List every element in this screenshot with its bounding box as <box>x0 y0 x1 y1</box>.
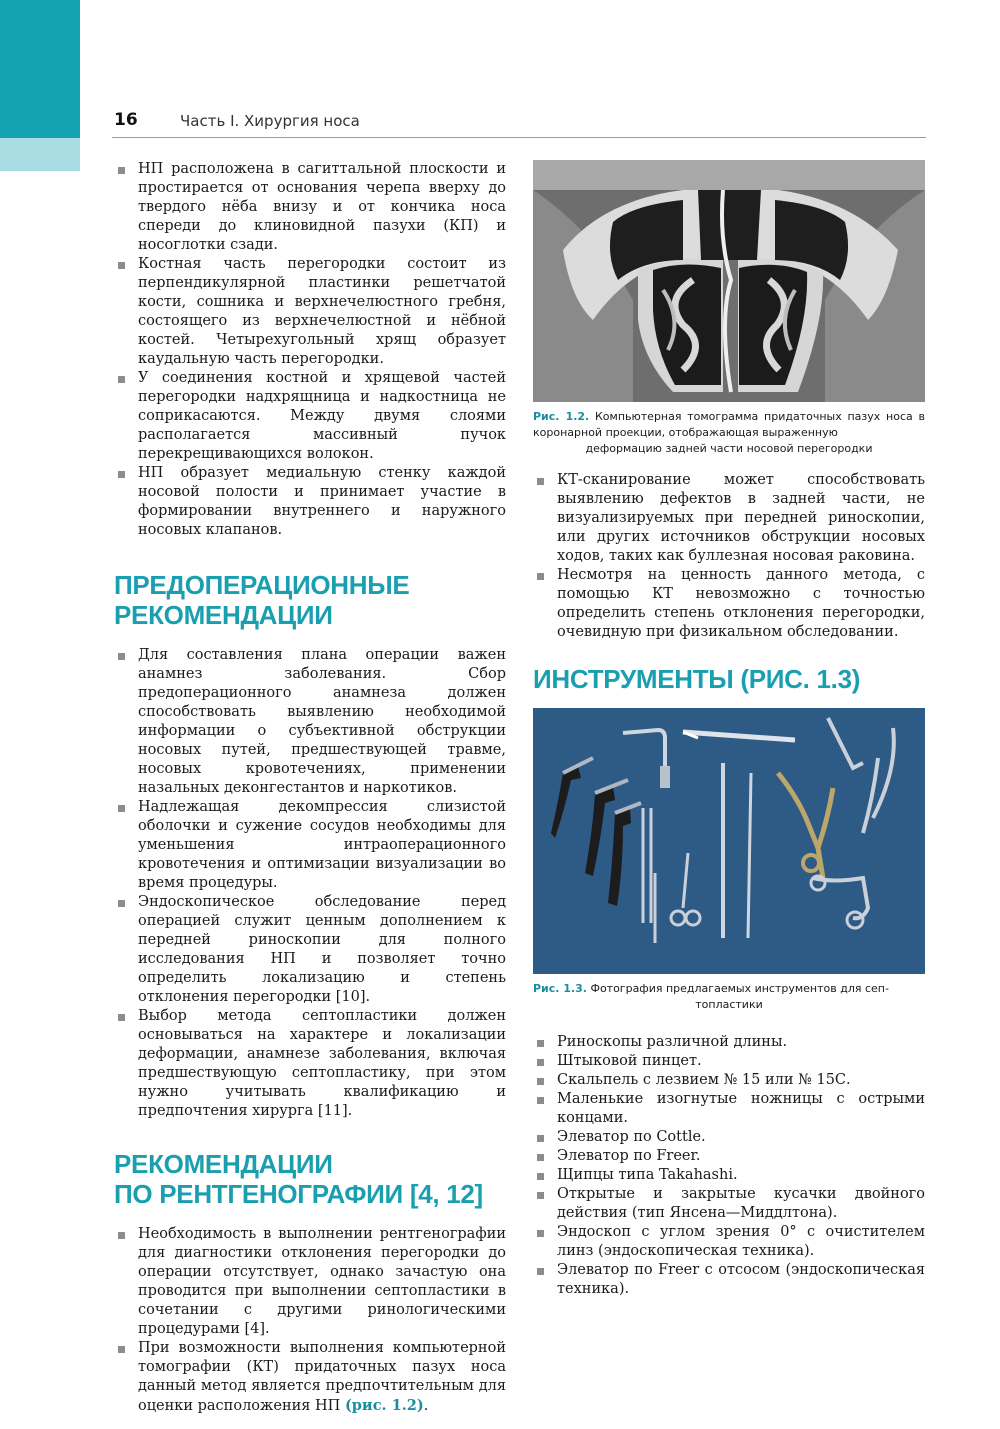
heading-line: ПО РЕНТГЕНОГРАФИИ [4, 12] <box>114 1179 483 1209</box>
list-item: НП образует медиальную стенку каждой носовой полости и принимает участие в формировании внутреннего и наружного носовых клапанов. <box>114 464 506 540</box>
section-heading-preop <box>114 570 506 630</box>
list-item: Открытые и закрытые кусачки двойного действия (тип Янсена—Миддлтона). <box>533 1185 925 1223</box>
list-item: НП расположена в сагиттальной плоскости и простирается от основания черепа вверху до твердого нёба внизу и от кончика носа спереди до клиновидной пазухи (КП) и носоглотки сзади. <box>114 160 506 255</box>
intro-bullets <box>114 160 506 540</box>
list-item: Штыковой пинцет. <box>533 1052 925 1071</box>
preop-bullets <box>114 646 506 1121</box>
list-item: Эндоскопическое обследование перед операцией служит ценным дополнением к передней риноскопии для полного исследования НП и позволяет точно определить локализацию и степень отклонения перегородки [10]. <box>114 893 506 1007</box>
list-item: Скальпель с лезвием № 15 или № 15С. <box>533 1071 925 1090</box>
heading-line: РЕКОМЕНДАЦИИ <box>114 1149 333 1179</box>
figure-1-2-caption <box>533 409 925 457</box>
ct-bullets <box>533 471 925 642</box>
figure-1-3-caption <box>533 981 925 1013</box>
list-item: Надлежащая декомпрессия слизистой оболочки и сужение сосудов необходимы для уменьшения интраоперационного кровотечения и оптимизации визуализации во время процедуры. <box>114 798 506 893</box>
list-item: Риноскопы различной длины. <box>533 1033 925 1052</box>
figure-reference-link[interactable]: (рис. 1.2) <box>344 1397 424 1414</box>
section-heading-instruments: ИНСТРУМЕНТЫ (РИС. 1.3) <box>533 664 861 694</box>
list-item: КТ-сканирование может способствовать выявлению дефектов в задней части, не визуализируемых при передней риноскопии, или других источников обструкции носовых ходов, таких как буллезная носовая раковина. <box>533 471 925 566</box>
instruments-photo <box>533 708 925 974</box>
xray-bullets <box>114 1225 506 1416</box>
caption-text: Компьютерная томограмма придаточных пазух носа в коронарной проекции, отображающая выраженную <box>533 410 925 439</box>
ct-scan-drawing <box>533 160 925 402</box>
left-column <box>114 160 506 1416</box>
page-tab-dark <box>0 0 80 138</box>
instruments-drawing <box>533 708 925 974</box>
right-column <box>533 160 925 1299</box>
list-item: Несмотря на ценность данного метода, с помощью КТ невозможно с точностью определить степень отклонения перегородки, очевидную при физикальном обследовании. <box>533 566 925 642</box>
heading-line: РЕКОМЕНДАЦИИ <box>114 600 333 630</box>
list-item: Для составления плана операции важен анамнез заболевания. Сбор предоперационного анамнеза должен способствовать выявлению необходимой информации о субъективной обструкции носовых путей, предшествующей травме, носовых кровотечениях, применении назальных деконгестантов и наркотиков. <box>114 646 506 798</box>
caption-text: Фотография предлагаемых инструментов для сеп- <box>590 982 889 995</box>
list-item-end: . <box>423 1398 429 1414</box>
figure-label: Рис. 1.3. <box>533 982 587 995</box>
list-item: Элеватор по Cottle. <box>533 1128 925 1147</box>
heading-line: ПРЕДОПЕРАЦИОННЫЕ <box>114 570 410 600</box>
page-number: 16 <box>114 110 138 130</box>
list-item: Элеватор по Freer с отсосом (эндоскопическая техника). <box>533 1261 925 1299</box>
caption-text-last: деформацию задней части носовой перегородки <box>585 442 873 455</box>
list-item <box>114 1339 506 1416</box>
instrument-bullets <box>533 1033 925 1299</box>
ct-scan-image <box>533 160 925 402</box>
list-item: Элеватор по Freer. <box>533 1147 925 1166</box>
list-item: Костная часть перегородки состоит из перпендикулярной пластинки решетчатой кости, сошника и верхнечелюстного гребня, состоящего из верхнечелюстной и нёбной костей. Четырехугольный хрящ образует каудальную часть перегородки. <box>114 255 506 369</box>
list-item: У соединения костной и хрящевой частей перегородки надхрящница и надкостница не соприкасаются. Между двумя слоями располагается массивный пучок перекрещивающихся волокон. <box>114 369 506 464</box>
running-title: Часть I. Хирургия носа <box>180 112 360 130</box>
page-tab-light <box>0 138 80 171</box>
list-item: Необходимость в выполнении рентгенографии для диагностики отклонения перегородки до операции отсутствует, однако зачастую она проводится при выполнении септопластики в сочетании с другими ринологическими процедурами [4]. <box>114 1225 506 1339</box>
list-item: Маленькие изогнутые ножницы с острыми концами. <box>533 1090 925 1128</box>
header-divider <box>112 137 926 138</box>
caption-text-last: топластики <box>695 998 763 1011</box>
list-item-text: При возможности выполнения компьютерной томографии (КТ) придаточных пазух носа данный метод является предпочтительным для оценки расположения НП <box>138 1340 506 1414</box>
list-item: Щипцы типа Takahashi. <box>533 1166 925 1185</box>
figure-label: Рис. 1.2. <box>533 410 590 423</box>
list-item: Эндоскоп с углом зрения 0° с очистителем линз (эндоскопическая техника). <box>533 1223 925 1261</box>
section-heading-xray <box>114 1149 506 1209</box>
list-item: Выбор метода септопластики должен основываться на характере и локализации деформации, анамнезе заболевания, включая предшествующую септопластику, при этом нужно учитывать квалификацию и предпочтения хирурга [11]. <box>114 1007 506 1121</box>
